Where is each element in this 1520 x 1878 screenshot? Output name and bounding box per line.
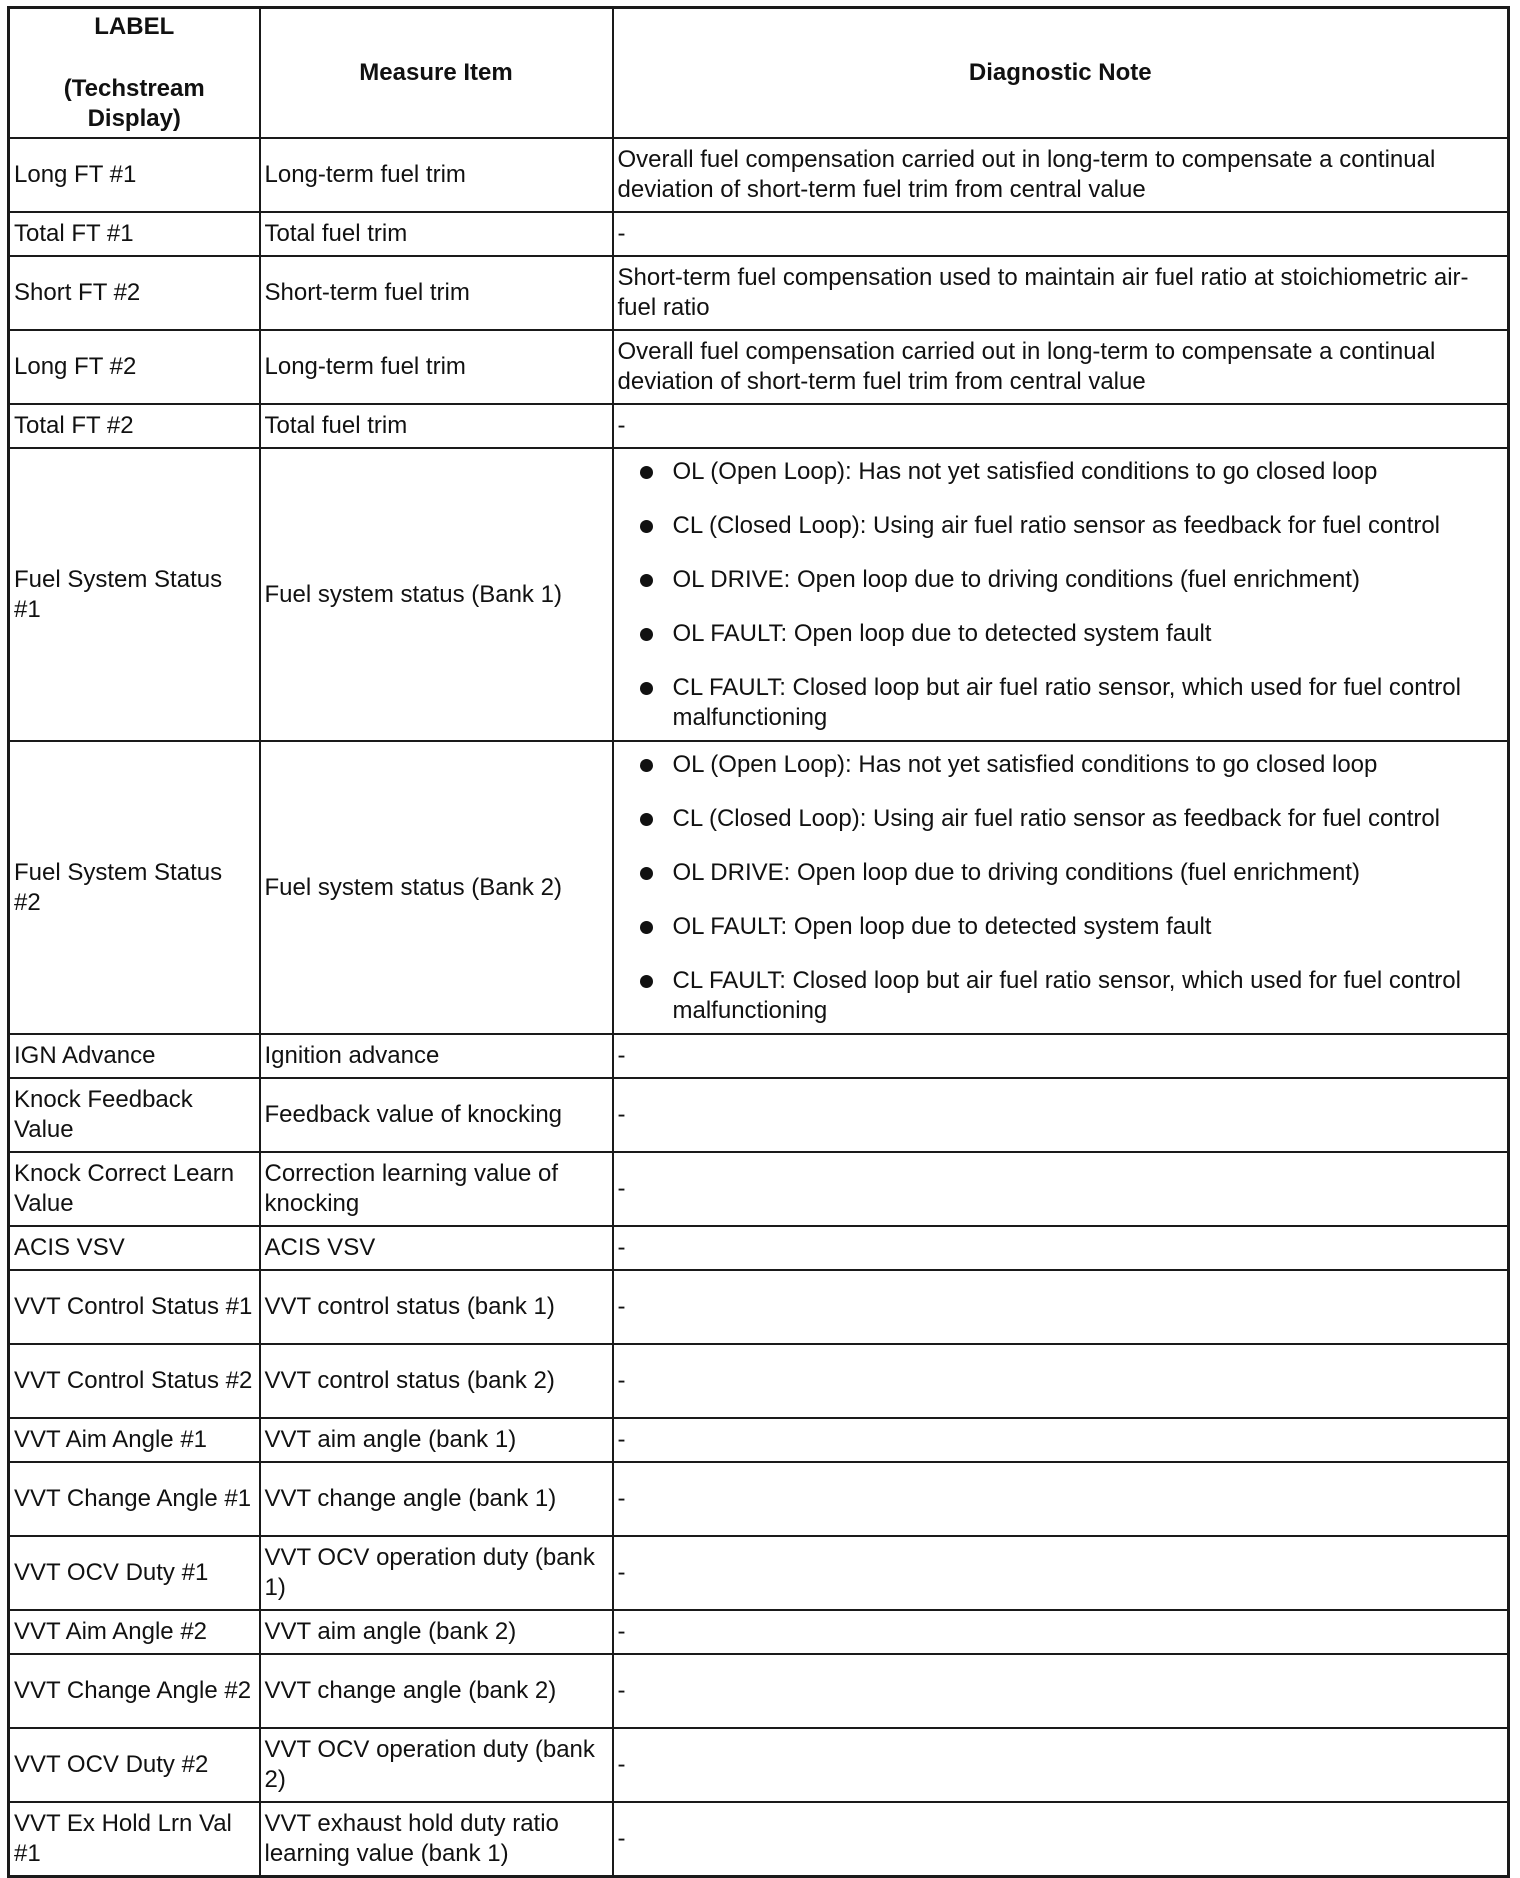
- cell-label: Knock Correct Learn Value: [9, 1152, 260, 1226]
- data-list-table: [7, 6, 1510, 1878]
- cell-measure-item: VVT control status (bank 1): [260, 1270, 613, 1344]
- cell-label: VVT Change Angle #1: [9, 1462, 260, 1536]
- table-row: [9, 138, 1509, 212]
- table-row: [9, 330, 1509, 404]
- table-header: [9, 8, 1509, 139]
- table-row: [9, 1610, 1509, 1654]
- status-bullet-item: [618, 912, 1504, 942]
- cell-diagnostic-note: -: [613, 1728, 1509, 1802]
- cell-measure-item: VVT aim angle (bank 1): [260, 1418, 613, 1462]
- header-row: [9, 8, 1509, 139]
- header-measure-item: Measure Item: [260, 8, 613, 139]
- cell-measure-item: Total fuel trim: [260, 404, 613, 448]
- cell-label: VVT Ex Hold Lrn Val #1: [9, 1802, 260, 1877]
- table-row: [9, 1802, 1509, 1877]
- cell-diagnostic-note: -: [613, 1270, 1509, 1344]
- cell-diagnostic-note: -: [613, 404, 1509, 448]
- status-bullet-item: [618, 966, 1504, 1026]
- bullet-dot-icon: [640, 466, 653, 479]
- cell-measure-item: Correction learning value of knocking: [260, 1152, 613, 1226]
- header-label-subtitle: (Techstream Display): [63, 75, 205, 132]
- status-bullet-item: [618, 619, 1504, 649]
- bullet-dot-icon: [640, 867, 653, 880]
- cell-diagnostic-note: -: [613, 1034, 1509, 1078]
- bullet-dot-icon: [640, 759, 653, 772]
- bullet-dot-icon: [640, 813, 653, 826]
- status-bullet-item: [618, 511, 1504, 541]
- table-row: [9, 1344, 1509, 1418]
- cell-diagnostic-note: Overall fuel compensation carried out in long-term to compensate a continual deviation of short-term fuel trim from central value: [613, 138, 1509, 212]
- table-row: [9, 1226, 1509, 1270]
- cell-label: Short FT #2: [9, 256, 260, 330]
- cell-diagnostic-note: -: [613, 1654, 1509, 1728]
- cell-label: Knock Feedback Value: [9, 1078, 260, 1152]
- cell-label: VVT Aim Angle #2: [9, 1610, 260, 1654]
- bullet-text: CL (Closed Loop): Using air fuel ratio sensor as feedback for fuel control: [672, 804, 1440, 832]
- bullet-text: OL FAULT: Open loop due to detected system fault: [672, 912, 1212, 940]
- cell-diagnostic-note: -: [613, 1462, 1509, 1536]
- status-bullet-item: [618, 750, 1504, 780]
- bullet-text: CL (Closed Loop): Using air fuel ratio sensor as feedback for fuel control: [672, 511, 1440, 539]
- cell-label: Total FT #1: [9, 212, 260, 256]
- cell-measure-item: VVT aim angle (bank 2): [260, 1610, 613, 1654]
- table-row: [9, 448, 1509, 741]
- bullet-dot-icon: [640, 574, 653, 587]
- cell-label: ACIS VSV: [9, 1226, 260, 1270]
- table-row: [9, 1654, 1509, 1728]
- header-label: [9, 8, 260, 139]
- cell-measure-item: VVT OCV operation duty (bank 2): [260, 1728, 613, 1802]
- table-row: [9, 1152, 1509, 1226]
- cell-label: Fuel System Status #1: [9, 448, 260, 741]
- cell-diagnostic-note: -: [613, 1418, 1509, 1462]
- cell-label: VVT Change Angle #2: [9, 1654, 260, 1728]
- cell-measure-item: Fuel system status (Bank 1): [260, 448, 613, 741]
- cell-label: VVT OCV Duty #2: [9, 1728, 260, 1802]
- bullet-text: CL FAULT: Closed loop but air fuel ratio sensor, which used for fuel control malfunctioning: [672, 966, 1461, 1024]
- cell-diagnostic-note: Overall fuel compensation carried out in long-term to compensate a continual deviation of short-term fuel trim from central value: [613, 330, 1509, 404]
- cell-diagnostic-note: -: [613, 1610, 1509, 1654]
- cell-label: Long FT #2: [9, 330, 260, 404]
- cell-label: VVT Aim Angle #1: [9, 1418, 260, 1462]
- table-row: [9, 1270, 1509, 1344]
- bullet-text: OL FAULT: Open loop due to detected system fault: [672, 619, 1212, 647]
- cell-measure-item: VVT control status (bank 2): [260, 1344, 613, 1418]
- table-row: [9, 1034, 1509, 1078]
- bullet-dot-icon: [640, 975, 653, 988]
- bullet-text: OL (Open Loop): Has not yet satisfied conditions to go closed loop: [672, 750, 1378, 778]
- table-row: [9, 256, 1509, 330]
- cell-measure-item: VVT change angle (bank 2): [260, 1654, 613, 1728]
- bullet-dot-icon: [640, 921, 653, 934]
- cell-measure-item: Fuel system status (Bank 2): [260, 741, 613, 1034]
- status-bullet-item: [618, 565, 1504, 595]
- table-row: [9, 741, 1509, 1034]
- table-row: [9, 1462, 1509, 1536]
- cell-diagnostic-note: -: [613, 1152, 1509, 1226]
- cell-measure-item: Feedback value of knocking: [260, 1078, 613, 1152]
- bullet-text: OL DRIVE: Open loop due to driving conditions (fuel enrichment): [672, 858, 1360, 886]
- cell-measure-item: Long-term fuel trim: [260, 138, 613, 212]
- cell-measure-item: Short-term fuel trim: [260, 256, 613, 330]
- header-label-title: LABEL: [94, 13, 175, 40]
- cell-diagnostic-note: [613, 448, 1509, 741]
- cell-diagnostic-note: -: [613, 1536, 1509, 1610]
- table-row: [9, 1536, 1509, 1610]
- cell-label: Total FT #2: [9, 404, 260, 448]
- table-row: [9, 212, 1509, 256]
- cell-measure-item: Ignition advance: [260, 1034, 613, 1078]
- table-row: [9, 1418, 1509, 1462]
- status-bullet-list: [618, 457, 1504, 733]
- header-diagnostic-note: Diagnostic Note: [613, 8, 1509, 139]
- bullet-dot-icon: [640, 682, 653, 695]
- cell-diagnostic-note: -: [613, 1344, 1509, 1418]
- cell-measure-item: ACIS VSV: [260, 1226, 613, 1270]
- cell-measure-item: Long-term fuel trim: [260, 330, 613, 404]
- cell-measure-item: VVT change angle (bank 1): [260, 1462, 613, 1536]
- cell-diagnostic-note: -: [613, 1802, 1509, 1877]
- status-bullet-item: [618, 858, 1504, 888]
- cell-label: Long FT #1: [9, 138, 260, 212]
- bullet-dot-icon: [640, 628, 653, 641]
- cell-diagnostic-note: -: [613, 212, 1509, 256]
- cell-measure-item: VVT exhaust hold duty ratio learning value (bank 1): [260, 1802, 613, 1877]
- cell-label: VVT Control Status #2: [9, 1344, 260, 1418]
- cell-diagnostic-note: [613, 741, 1509, 1034]
- status-bullet-item: [618, 804, 1504, 834]
- status-bullet-item: [618, 673, 1504, 733]
- bullet-dot-icon: [640, 520, 653, 533]
- table-body: [9, 138, 1509, 1877]
- cell-measure-item: VVT OCV operation duty (bank 1): [260, 1536, 613, 1610]
- table-row: [9, 1728, 1509, 1802]
- cell-diagnostic-note: Short-term fuel compensation used to maintain air fuel ratio at stoichiometric air-fuel ratio: [613, 256, 1509, 330]
- status-bullet-list: [618, 750, 1504, 1026]
- cell-label: IGN Advance: [9, 1034, 260, 1078]
- status-bullet-item: [618, 457, 1504, 487]
- cell-label: VVT Control Status #1: [9, 1270, 260, 1344]
- table-row: [9, 1078, 1509, 1152]
- cell-measure-item: Total fuel trim: [260, 212, 613, 256]
- cell-label: VVT OCV Duty #1: [9, 1536, 260, 1610]
- bullet-text: OL (Open Loop): Has not yet satisfied conditions to go closed loop: [672, 457, 1378, 485]
- cell-label: Fuel System Status #2: [9, 741, 260, 1034]
- cell-diagnostic-note: -: [613, 1078, 1509, 1152]
- bullet-text: CL FAULT: Closed loop but air fuel ratio sensor, which used for fuel control malfunctioning: [672, 673, 1461, 731]
- table-row: [9, 404, 1509, 448]
- cell-diagnostic-note: -: [613, 1226, 1509, 1270]
- bullet-text: OL DRIVE: Open loop due to driving conditions (fuel enrichment): [672, 565, 1360, 593]
